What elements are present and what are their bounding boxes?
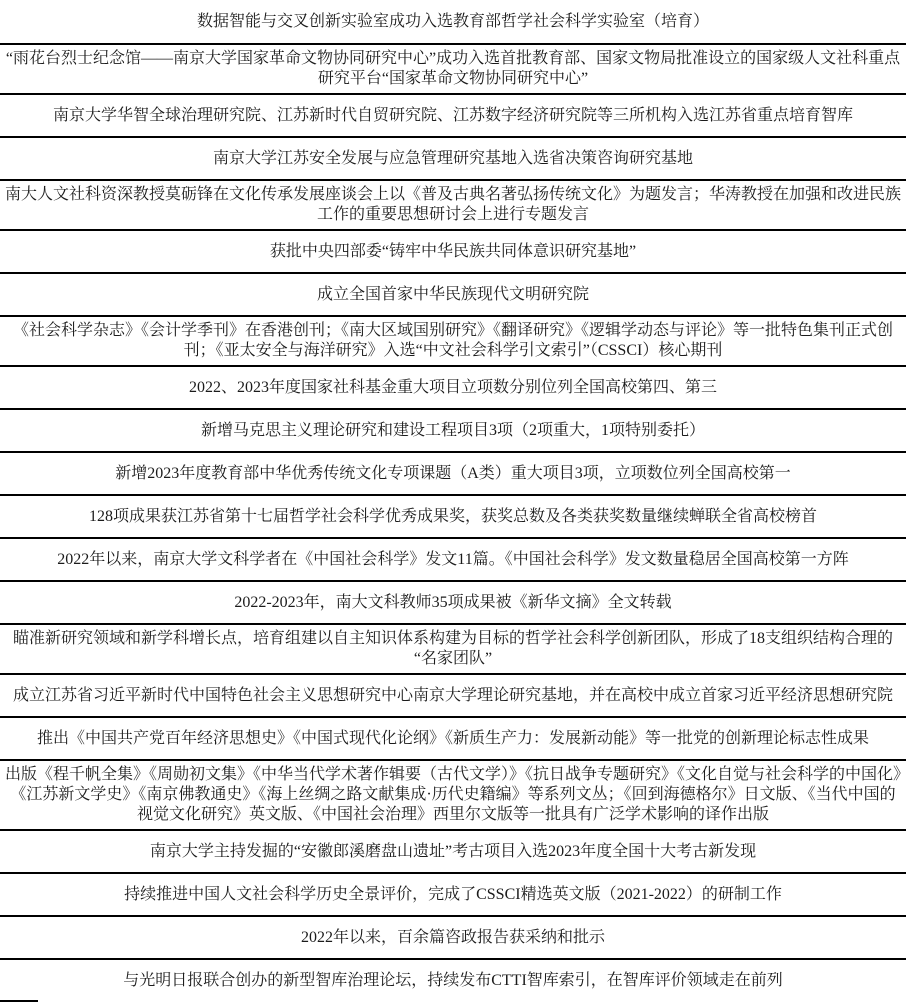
table-row xyxy=(0,272,906,315)
row-text: 获批中央四部委“铸牢中华民族共同体意识研究基地” xyxy=(269,242,637,260)
row-text: 推出《中国共产党百年经济思想史》《中国式现代化论纲》《新质生产力：发展新动能》等一批党的创新理论标志性成果 xyxy=(36,729,869,747)
table-row xyxy=(0,759,906,829)
table-row xyxy=(0,43,906,93)
table-row xyxy=(0,580,906,623)
table-row xyxy=(0,93,906,136)
table-row xyxy=(0,494,906,537)
row-text: 新增2023年度教育部中华优秀传统文化专项课题（A类）重大项目3项，立项数位列全国高校第一 xyxy=(115,464,791,482)
table-row xyxy=(0,365,906,408)
row-text: 128项成果获江苏省第十七届哲学社会科学优秀成果奖，获奖总数及各类获奖数量继续蝉联全省高校榜首 xyxy=(88,507,817,525)
table-row xyxy=(0,229,906,272)
row-text: 成立全国首家中华民族现代文明研究院 xyxy=(316,285,589,303)
row-text: 出版《程千帆全集》《周勋初文集》《中华当代学术著作辑要（古代文学）》《抗日战争专题研究》《文化自觉与社会科学的中国化》《江苏新文学史》《南京佛教通史》《海上丝绸之路文献集成·历代史籍编》等系列文丛；《回到海德格尔》日文版、《当代中国的视觉文化研究》英文版、《中国社会治理》西里尔文版等一批具有广泛学术影响的译作出版 xyxy=(5,766,902,823)
row-text: 成立江苏省习近平新时代中国特色社会主义思想研究中心南京大学理论研究基地，并在高校中成立首家习近平经济思想研究院 xyxy=(12,686,893,704)
row-text: 持续推进中国人文社会科学历史全景评价，完成了CSSCI精选英文版（2021-2022）的研制工作 xyxy=(124,885,782,903)
row-text: 南京大学华智全球治理研究院、江苏新时代自贸研究院、江苏数字经济研究院等三所机构入选江苏省重点培育智库 xyxy=(52,106,853,124)
table-row xyxy=(0,537,906,580)
table-row xyxy=(0,623,906,673)
table-row xyxy=(0,136,906,179)
row-text: 2022年以来，百余篇咨政报告获采纳和批示 xyxy=(300,928,605,946)
row-text: 瞄准新研究领域和新学科增长点，培育组建以自主知识体系构建为目标的哲学社会科学创新团队，形成了18支组织结构合理的“名家团队” xyxy=(12,630,893,667)
table-row xyxy=(0,716,906,759)
table-row xyxy=(0,673,906,716)
row-text: 2022-2023年，南大文科教师35项成果被《新华文摘》全文转载 xyxy=(234,593,672,611)
table-row xyxy=(0,179,906,229)
row-text: “雨花台烈士纪念馆——南京大学国家革命文物协同研究中心”成功入选首批教育部、国家文物局批准设立的国家级人文社科重点研究平台“国家革命文物协同研究中心” xyxy=(5,50,901,87)
row-text: 《社会科学杂志》《会计学季刊》在香港创刊；《南大区域国别研究》《翻译研究》《逻辑学动态与评论》等一批特色集刊正式创刊；《亚太安全与海洋研究》入选“中文社会科学引文索引”（CSSCI）核心期刊 xyxy=(12,322,893,359)
table-row xyxy=(0,0,906,43)
row-text: 南京大学江苏安全发展与应急管理研究基地入选省决策咨询研究基地 xyxy=(212,149,693,167)
table-row xyxy=(0,958,906,1001)
row-text: 数据智能与交叉创新实验室成功入选教育部哲学社会科学实验室（培育） xyxy=(196,12,709,30)
table-row xyxy=(0,315,906,365)
table-row xyxy=(0,451,906,494)
row-text: 2022、2023年度国家社科基金重大项目立项数分别位列全国高校第四、第三 xyxy=(188,378,717,396)
table-row xyxy=(0,915,906,958)
row-text: 南京大学主持发掘的“安徽郎溪磨盘山遗址”考古项目入选2023年度全国十大考古新发现 xyxy=(149,842,757,860)
row-text: 2022年以来，南京大学文科学者在《中国社会科学》发文11篇。《中国社会科学》发文数量稳居全国高校第一方阵 xyxy=(57,550,849,568)
row-text: 与光明日报联合创办的新型智库治理论坛，持续发布CTTI智库索引，在智库评价领域走在前列 xyxy=(123,971,783,989)
row-text: 南大人文社科资深教授莫砺锋在文化传承发展座谈会上以《普及古典名著弘扬传统文化》为题发言；华涛教授在加强和改进民族工作的重要思想研讨会上进行专题发言 xyxy=(5,186,902,223)
table-row xyxy=(0,872,906,915)
row-text: 新增马克思主义理论研究和建设工程项目3项（2项重大，1项特别委托） xyxy=(200,421,705,439)
table-row xyxy=(0,408,906,451)
table-row xyxy=(0,829,906,872)
